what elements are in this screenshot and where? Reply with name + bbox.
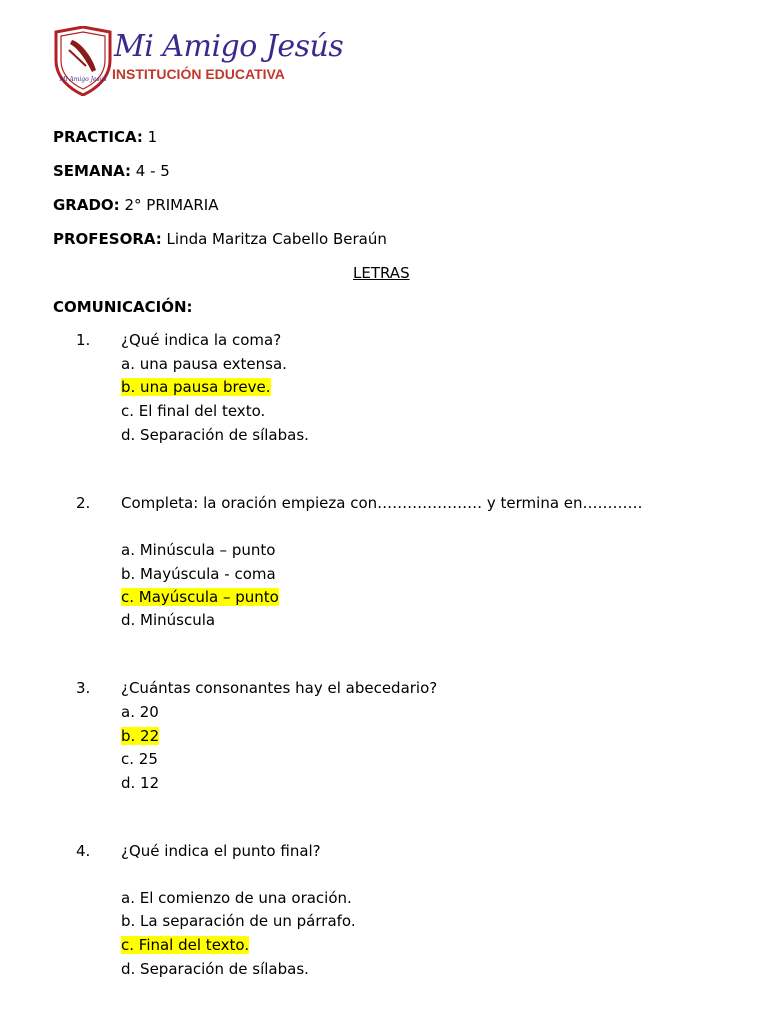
option-a: a. Minúscula – punto: [121, 541, 276, 559]
question-text: Completa: la oración empieza con………………… y termina en…………: [121, 494, 643, 512]
option-a: a. una pausa extensa.: [121, 355, 287, 373]
option-c: c. 25: [121, 750, 158, 768]
meta-semana: SEMANA: 4 - 5: [53, 162, 170, 180]
question-number: 1.: [76, 331, 91, 349]
meta-profesora: PROFESORA: Linda Maritza Cabello Beraún: [53, 230, 387, 248]
option-b: b. 22: [121, 727, 160, 745]
option-c: c. Mayúscula – punto: [121, 588, 279, 606]
option-c: c. Final del texto.: [121, 936, 250, 954]
question-text: ¿Cuántas consonantes hay el abecedario?: [121, 679, 438, 697]
option-d: d. Separación de sílabas.: [121, 426, 309, 444]
question-text: ¿Qué indica el punto final?: [121, 842, 321, 860]
option-d: d. 12: [121, 774, 160, 792]
shield-emblem-icon: [52, 26, 114, 96]
option-b: b. La separación de un párrafo.: [121, 912, 356, 930]
meta-grado: GRADO: 2° PRIMARIA: [53, 196, 219, 214]
option-a: a. 20: [121, 703, 159, 721]
option-a: a. El comienzo de una oración.: [121, 889, 352, 907]
heading-letras: LETRAS: [353, 264, 410, 282]
question-number: 3.: [76, 679, 91, 697]
option-d: d. Minúscula: [121, 611, 216, 629]
question-text: ¿Qué indica la coma?: [121, 331, 282, 349]
question-number: 4.: [76, 842, 91, 860]
shield-text: Mi Amigo Jesús: [59, 76, 107, 83]
option-d: d. Separación de sílabas.: [121, 960, 309, 978]
section-title: COMUNICACIÓN:: [53, 298, 193, 316]
option-b: b. una pausa breve.: [121, 378, 271, 396]
logo-title: Mi Amigo Jesús: [114, 29, 344, 64]
option-c: c. El final del texto.: [121, 402, 266, 420]
option-b: b. Mayúscula - coma: [121, 565, 276, 583]
school-logo: [52, 26, 344, 96]
question-number: 2.: [76, 494, 91, 512]
logo-subtitle: INSTITUCIÓN EDUCATIVA: [112, 66, 285, 82]
meta-practica: PRACTICA: 1: [53, 128, 158, 146]
